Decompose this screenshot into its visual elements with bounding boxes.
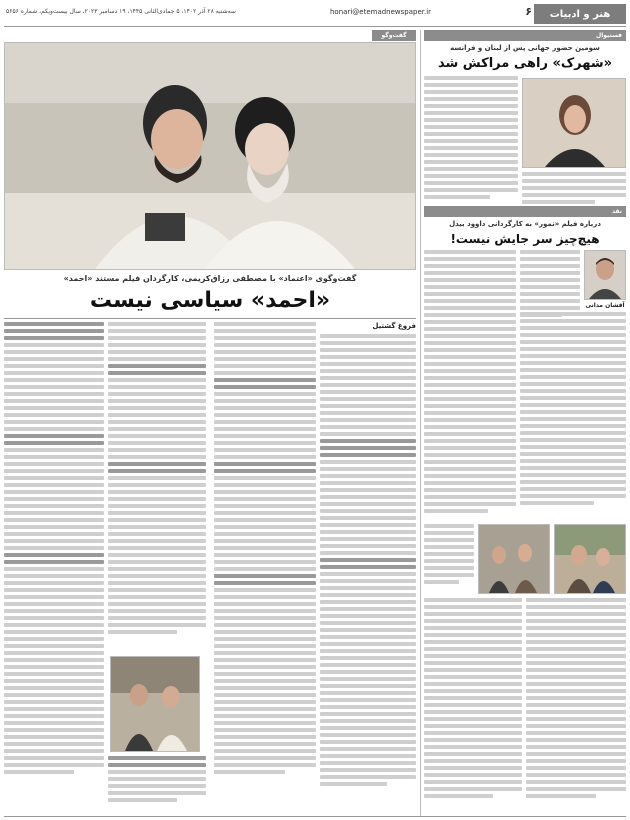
inset-caption: [108, 756, 206, 814]
interview-subtitle: گفت‌وگوی «اعتماد» با مصطفی رزاق‌کریمی، کارگردان فیلم مستند «احمد»: [63, 274, 357, 283]
column-divider: [420, 30, 421, 816]
interview-col-2: [214, 322, 316, 814]
review-body-6: [424, 598, 522, 814]
main-photo: [4, 42, 416, 270]
author-avatar: [585, 251, 625, 299]
festival-body-2: [522, 172, 626, 206]
interview-col-3: [108, 322, 206, 652]
email-link[interactable]: honari@etemadnewspaper.ir: [330, 8, 432, 16]
film-still-2: [479, 525, 549, 593]
footer-rule: [4, 816, 626, 817]
review-subtitle: درباره فیلم «تمور» به کارگردانی داوود بیدل: [449, 220, 601, 228]
festival-subtitle: سومین حضور جهانی پس از لبنان و فرانسه: [450, 44, 600, 52]
interview-headline: «احمد» سیاسی نیست: [89, 288, 331, 313]
author-name: آقشان مدانی: [585, 302, 625, 309]
header-rule: [4, 26, 626, 27]
section-badge: هنر و ادبیات: [534, 4, 626, 24]
review-photo-2: [478, 524, 550, 594]
portrait-figure: [523, 79, 625, 167]
inset-photo-image: [111, 657, 199, 751]
festival-photo: [522, 78, 626, 168]
main-photo-image: [5, 43, 415, 269]
review-headline: هیچ‌چیز سر جایش نیست!: [450, 232, 600, 246]
interview-tag: گفت‌وگو: [372, 30, 416, 41]
review-label: نقد: [424, 206, 626, 217]
festival-body-1: [424, 76, 518, 206]
dateline: سه‌شنبه ۲۸ آذر ۱۴۰۲، ۵ جمادی‌الثانی ۱۴۴۵، ۱۹ دسامبر ۲۰۲۳، سال بیست‌ویکم، شماره ۵۶۵۶: [6, 8, 236, 15]
review-body-5: [526, 598, 626, 814]
review-body-3: [520, 312, 626, 520]
inset-photo: [110, 656, 200, 752]
review-body-4: [424, 524, 474, 594]
page-number: ۶: [525, 5, 532, 18]
festival-label: فستیوال: [424, 30, 626, 41]
author-photo: [584, 250, 626, 300]
interview-col-1: [320, 334, 416, 814]
headline-rule: [4, 318, 416, 319]
interview-col-4: [4, 322, 104, 814]
festival-headline: «شهرک» راهی مراکش شد: [437, 56, 613, 71]
review-body-2: [424, 250, 516, 520]
film-still-1: [555, 525, 625, 593]
review-photo-1: [554, 524, 626, 594]
byline: فروغ گشتیل: [372, 322, 416, 330]
